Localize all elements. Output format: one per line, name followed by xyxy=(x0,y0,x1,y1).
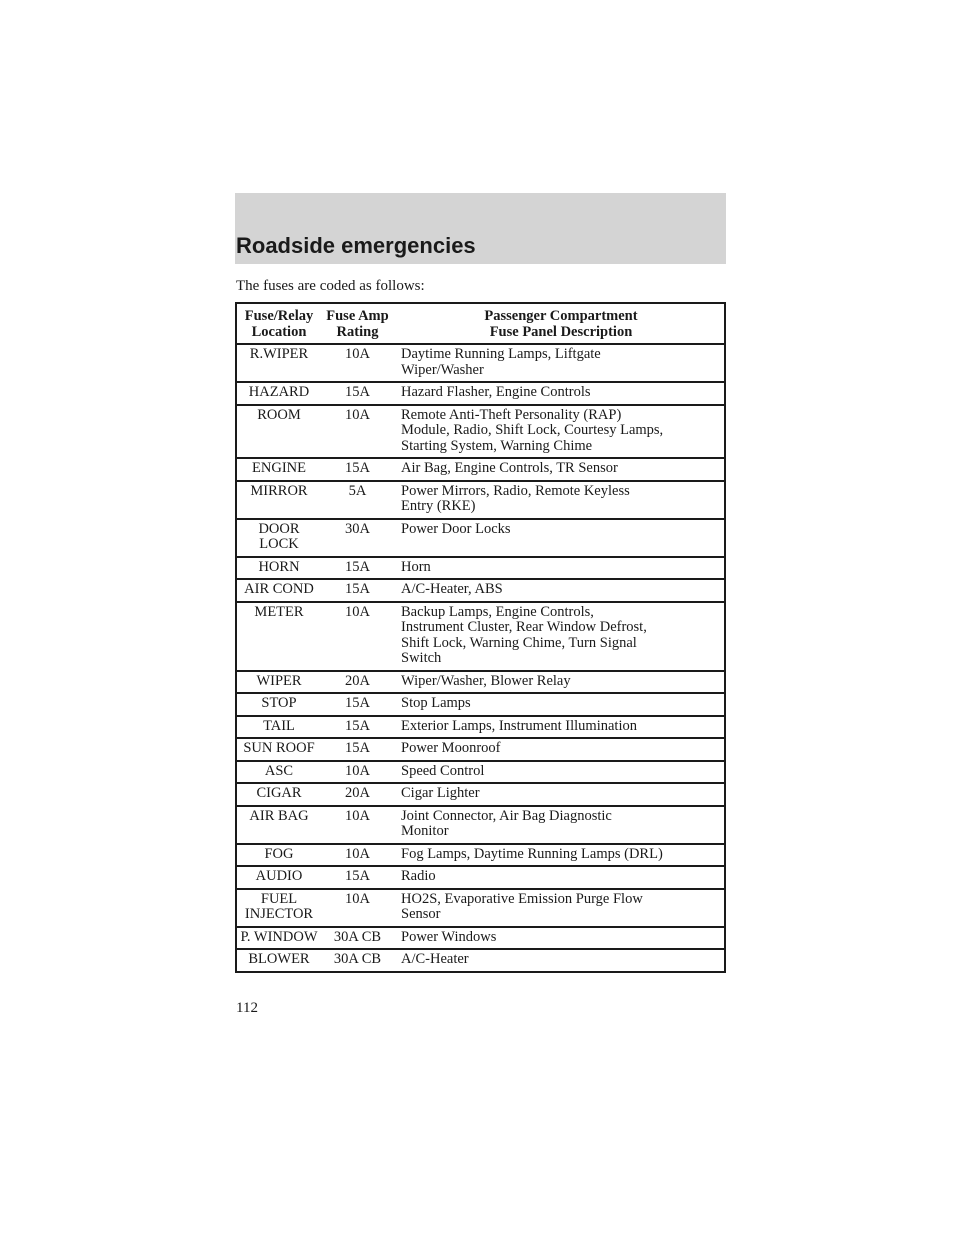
fuse-location-cell-line: FOG xyxy=(264,845,294,862)
fuse-amp-cell xyxy=(321,927,394,950)
fuse-description-cell-line: Horn xyxy=(401,558,431,575)
fuse-description-cell-line: Radio xyxy=(401,868,436,884)
fuse-location-cell-line: R.WIPER xyxy=(249,346,309,362)
fuse-amp-cell-text: 10A xyxy=(345,807,370,824)
header-description-line: Passenger Compartment xyxy=(484,308,638,324)
fuse-description-cell-line: Entry (RKE) xyxy=(401,498,476,514)
fuse-description-cell xyxy=(394,716,725,739)
table-row xyxy=(236,738,725,761)
fuse-amp-cell xyxy=(321,866,394,889)
table-header-row xyxy=(236,303,725,344)
fuse-location-cell-line: HAZARD xyxy=(248,384,310,400)
table-row xyxy=(236,458,725,481)
table-row xyxy=(236,844,725,867)
fuse-description-cell-line: A/C-Heater xyxy=(401,951,469,967)
table-row xyxy=(236,716,725,739)
fuse-amp-cell-text: 30A xyxy=(345,520,370,537)
fuse-location-cell xyxy=(236,783,321,806)
fuse-amp-cell xyxy=(321,889,394,927)
fuse-location-cell xyxy=(236,458,321,481)
header-location xyxy=(236,303,321,344)
fuse-amp-cell-text: 10A xyxy=(345,346,370,362)
fuse-location-cell xyxy=(236,671,321,694)
fuse-location-cell xyxy=(236,761,321,784)
fuse-location-cell-line: ENGINE xyxy=(252,460,306,476)
fuse-location-cell xyxy=(236,949,321,972)
fuse-amp-cell xyxy=(321,738,394,761)
fuse-description-cell-line: Sensor xyxy=(401,906,441,922)
table-row xyxy=(236,889,725,927)
table-row xyxy=(236,382,725,405)
fuse-amp-cell-text: 15A xyxy=(345,558,370,575)
table-row xyxy=(236,806,725,844)
fuse-amp-cell xyxy=(321,844,394,867)
fuse-description-cell-line: Speed Control xyxy=(401,762,485,779)
fuse-location-cell-line: HORN xyxy=(258,558,300,575)
fuse-amp-cell-text: 15A xyxy=(345,740,370,756)
fuse-description-cell xyxy=(394,671,725,694)
fuse-description-cell xyxy=(394,866,725,889)
fuse-location-cell-line: FUEL xyxy=(260,890,298,907)
intro-text: The fuses are coded as follows: xyxy=(236,278,425,294)
fuse-description-cell-line: HO2S, Evaporative Emission Purge Flow xyxy=(401,890,643,907)
fuse-amp-cell-text: 15A xyxy=(345,868,370,884)
fuse-amp-cell-text: 10A xyxy=(345,406,370,423)
fuse-amp-cell-text: 10A xyxy=(345,845,370,862)
fuse-description-cell xyxy=(394,927,725,950)
fuse-description-cell-line: Power Mirrors, Radio, Remote Keyless xyxy=(401,482,630,499)
fuse-description-cell xyxy=(394,844,725,867)
table-row xyxy=(236,602,725,671)
fuse-amp-cell xyxy=(321,761,394,784)
fuse-description-cell xyxy=(394,738,725,761)
fuse-location-cell xyxy=(236,579,321,602)
fuse-location-cell-line: INJECTOR xyxy=(244,906,314,922)
fuse-location-cell-line: ASC xyxy=(264,762,294,779)
fuse-location-cell-line: LOCK xyxy=(259,536,299,552)
fuse-location-cell xyxy=(236,557,321,580)
fuse-description-cell-line: Remote Anti-Theft Personality (RAP) xyxy=(401,406,622,423)
fuse-location-cell-line: SUN ROOF xyxy=(243,740,315,756)
header-location-line: Location xyxy=(251,323,307,340)
fuse-description-cell-line: Fog Lamps, Daytime Running Lamps (DRL) xyxy=(401,845,663,862)
fuse-amp-cell xyxy=(321,693,394,716)
fuse-description-cell xyxy=(394,344,725,382)
fuse-description-cell-line: Wiper/Washer, Blower Relay xyxy=(401,672,571,689)
fuse-description-cell-line: Power Door Locks xyxy=(401,520,511,537)
fuse-location-cell-line: BLOWER xyxy=(248,951,310,967)
fuse-amp-cell xyxy=(321,405,394,459)
fuse-table-body xyxy=(236,344,725,972)
table-row xyxy=(236,579,725,602)
fuse-amp-cell xyxy=(321,949,394,972)
fuse-description-cell xyxy=(394,579,725,602)
table-row xyxy=(236,693,725,716)
table-row xyxy=(236,866,725,889)
fuse-description-cell xyxy=(394,382,725,405)
fuse-amp-cell-text: 20A xyxy=(345,785,370,801)
fuse-location-cell xyxy=(236,481,321,519)
fuse-amp-cell xyxy=(321,382,394,405)
fuse-location-cell xyxy=(236,602,321,671)
fuse-description-cell-line: Module, Radio, Shift Lock, Courtesy Lamps, xyxy=(401,422,664,438)
fuse-location-cell-line: AIR COND xyxy=(244,581,314,597)
fuse-location-cell-line: TAIL xyxy=(263,717,295,734)
fuse-description-cell-line: Monitor xyxy=(401,823,449,839)
fuse-description-cell-line: Power Windows xyxy=(401,928,497,945)
fuse-description-cell-line: Switch xyxy=(401,650,442,666)
fuse-description-cell xyxy=(394,949,725,972)
fuse-location-cell xyxy=(236,889,321,927)
fuse-location-cell xyxy=(236,716,321,739)
fuse-description-cell xyxy=(394,693,725,716)
fuse-description-cell-line: A/C-Heater, ABS xyxy=(401,581,503,597)
fuse-amp-cell xyxy=(321,481,394,519)
fuse-description-cell xyxy=(394,783,725,806)
fuse-amp-cell xyxy=(321,806,394,844)
fuse-description-cell xyxy=(394,405,725,459)
fuse-description-cell-line: Joint Connector, Air Bag Diagnostic xyxy=(401,807,612,824)
fuse-description-cell-line: Air Bag, Engine Controls, TR Sensor xyxy=(401,460,618,476)
fuse-amp-cell xyxy=(321,716,394,739)
fuse-location-cell-line: DOOR xyxy=(258,520,300,537)
table-row xyxy=(236,344,725,382)
fuse-description-cell-line: Shift Lock, Warning Chime, Turn Signal xyxy=(401,634,637,651)
fuse-amp-cell xyxy=(321,602,394,671)
fuse-description-cell-line: Cigar Lighter xyxy=(401,785,480,801)
fuse-location-cell-line: METER xyxy=(254,603,304,620)
fuse-amp-cell-text: 15A xyxy=(345,717,370,734)
fuse-amp-cell xyxy=(321,458,394,481)
fuse-description-cell xyxy=(394,761,725,784)
table-row xyxy=(236,949,725,972)
fuse-location-cell xyxy=(236,738,321,761)
fuse-location-cell xyxy=(236,344,321,382)
table-row xyxy=(236,557,725,580)
header-amp xyxy=(321,303,394,344)
fuse-location-cell-line: WIPER xyxy=(256,672,302,689)
fuse-description-cell-line: Power Moonroof xyxy=(401,740,501,756)
fuse-amp-cell-text: 5A xyxy=(348,482,367,499)
fuse-description-cell-line: Daytime Running Lamps, Liftgate xyxy=(401,346,601,362)
fuse-location-cell-line: CIGAR xyxy=(256,785,302,801)
fuse-amp-cell-text: 15A xyxy=(345,384,370,400)
fuse-location-cell xyxy=(236,844,321,867)
fuse-location-cell-line: STOP xyxy=(261,695,297,711)
fuse-location-cell xyxy=(236,866,321,889)
header-amp-line: Fuse Amp xyxy=(326,308,389,324)
fuse-amp-cell-text: 15A xyxy=(345,581,370,597)
fuse-location-cell-line: AUDIO xyxy=(255,868,303,884)
table-row xyxy=(236,405,725,459)
fuse-amp-cell-text: 20A xyxy=(345,672,370,689)
table-row xyxy=(236,671,725,694)
fuse-description-cell xyxy=(394,889,725,927)
header-location-line: Fuse/Relay xyxy=(244,308,314,324)
header-description xyxy=(394,303,725,344)
fuse-description-cell-line: Backup Lamps, Engine Controls, xyxy=(401,603,594,620)
fuse-amp-cell-text: 30A CB xyxy=(333,951,382,967)
fuse-amp-cell-text: 30A CB xyxy=(333,928,382,945)
fuse-description-cell xyxy=(394,519,725,557)
fuse-location-cell-line: MIRROR xyxy=(250,482,308,499)
fuse-amp-cell-text: 15A xyxy=(345,460,370,476)
fuse-location-cell xyxy=(236,519,321,557)
table-row xyxy=(236,927,725,950)
table-row xyxy=(236,519,725,557)
fuse-description-cell-line: Stop Lamps xyxy=(401,695,471,711)
fuse-location-cell xyxy=(236,806,321,844)
fuse-description-cell-line: Hazard Flasher, Engine Controls xyxy=(401,384,591,400)
fuse-location-cell-line: AIR BAG xyxy=(249,807,309,824)
fuse-amp-cell-text: 10A xyxy=(345,762,370,779)
header-amp-line: Rating xyxy=(336,323,379,340)
fuse-amp-cell xyxy=(321,519,394,557)
table-row xyxy=(236,761,725,784)
fuse-location-cell-line: P. WINDOW xyxy=(240,928,318,945)
table-row xyxy=(236,783,725,806)
fuse-location-cell-line: ROOM xyxy=(257,406,301,423)
fuse-description-cell-line: Starting System, Warning Chime xyxy=(401,437,593,454)
fuse-amp-cell xyxy=(321,783,394,806)
fuse-amp-cell-text: 15A xyxy=(345,695,370,711)
fuse-description-cell xyxy=(394,806,725,844)
fuse-description-cell xyxy=(394,602,725,671)
fuse-location-cell xyxy=(236,693,321,716)
table-row xyxy=(236,481,725,519)
fuse-location-cell xyxy=(236,382,321,405)
fuse-description-cell xyxy=(394,481,725,519)
header-description-line: Fuse Panel Description xyxy=(489,323,633,340)
fuse-description-cell-line: Wiper/Washer xyxy=(401,361,484,378)
fuse-description-cell-line: Instrument Cluster, Rear Window Defrost, xyxy=(401,619,647,635)
section-title: Roadside emergencies xyxy=(236,233,476,258)
fuse-amp-cell-text: 10A xyxy=(345,890,370,907)
fuse-table xyxy=(235,302,726,973)
fuse-description-cell-line: Exterior Lamps, Instrument Illumination xyxy=(401,717,637,734)
fuse-location-cell xyxy=(236,405,321,459)
page-number: 112 xyxy=(236,1000,258,1016)
fuse-amp-cell xyxy=(321,557,394,580)
fuse-amp-cell xyxy=(321,344,394,382)
fuse-location-cell xyxy=(236,927,321,950)
fuse-amp-cell-text: 10A xyxy=(345,603,370,620)
fuse-amp-cell xyxy=(321,671,394,694)
fuse-amp-cell xyxy=(321,579,394,602)
fuse-description-cell xyxy=(394,557,725,580)
fuse-description-cell xyxy=(394,458,725,481)
